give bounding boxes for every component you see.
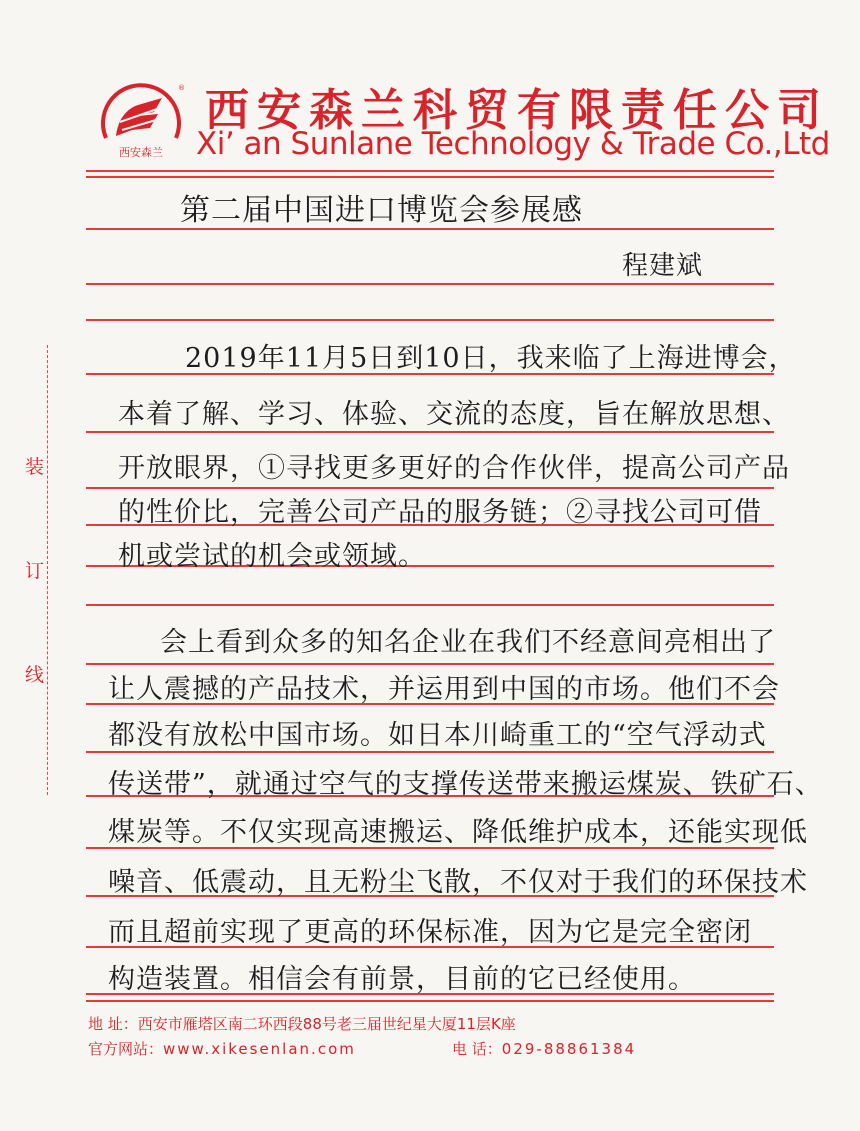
text-line: 本着了解、学习、体验、交流的态度，旨在解放思想、	[118, 399, 790, 430]
footer-website	[88, 1038, 356, 1059]
ruled-line	[86, 604, 774, 606]
binding-char: 订	[25, 560, 45, 582]
text-line: 让人震撼的产品技术，并运用到中国的市场。他们不会	[108, 674, 780, 705]
footer-rule	[86, 1000, 774, 1002]
ruled-line	[86, 319, 774, 321]
company-logo	[98, 78, 184, 164]
address-value: 西安市雁塔区南二环西段88号老三届世纪星大厦11层K座	[137, 1015, 516, 1033]
signature: 程建斌	[622, 251, 704, 281]
website-label: 官方网站：	[88, 1040, 164, 1058]
text-line: 传送带”，就通过空气的支撑传送带来搬运煤炭、铁矿石、	[108, 769, 823, 800]
text-line: 都没有放松中国市场。如日本川崎重工的“空气浮动式	[108, 720, 767, 751]
footer-phone	[452, 1038, 636, 1059]
text-line: 的性价比，完善公司产品的服务链；②寻找公司可借	[118, 497, 762, 528]
binding-char: 线	[25, 664, 45, 686]
ruled-line	[86, 283, 774, 285]
ruled-line	[86, 663, 774, 665]
binding-dashed-line	[47, 345, 48, 795]
letter-title: 第二届中国进口博览会参展感	[180, 193, 583, 228]
text-line: 构造装置。相信会有前景，目前的它已经使用。	[108, 964, 696, 995]
text-line: 煤炭等。不仅实现高速搬运、降低维护成本，还能实现低	[108, 817, 808, 848]
ruled-line	[86, 431, 774, 433]
phone-label: 电 话：	[452, 1040, 502, 1058]
text-line: 噪音、低震动，且无粉尘飞散，不仅对于我们的环保技术	[108, 867, 808, 898]
ruled-line	[86, 487, 774, 489]
footer-address	[88, 1013, 516, 1034]
company-name-en: Xi’ an Sunlane Technology & Trade Co.,Ltd	[196, 126, 830, 162]
svg-text:西安森兰: 西安森兰	[119, 146, 163, 159]
binding-char: 装	[25, 456, 45, 478]
website-value: www.xikesenlan.com	[163, 1040, 356, 1058]
text-line: 会上看到众多的知名企业在我们不经意间亮相出了	[160, 627, 776, 658]
text-line: 2019年11月5日到10日，我来临了上海进博会，	[185, 343, 797, 374]
ruled-line	[86, 176, 774, 178]
company-name-cn: 西安森兰科贸有限责任公司	[205, 85, 829, 136]
svg-text:®: ®	[178, 84, 185, 92]
header-rule	[86, 170, 774, 172]
text-line: 机或尝试的机会或领域。	[118, 541, 426, 572]
text-line: 而且超前实现了更高的环保标准，因为它是完全密闭	[108, 917, 752, 948]
text-line: 开放眼界，①寻找更多更好的合作伙伴，提高公司产品	[118, 453, 790, 484]
address-label: 地 址：	[88, 1015, 138, 1033]
phone-value: 029-88861384	[501, 1040, 637, 1058]
